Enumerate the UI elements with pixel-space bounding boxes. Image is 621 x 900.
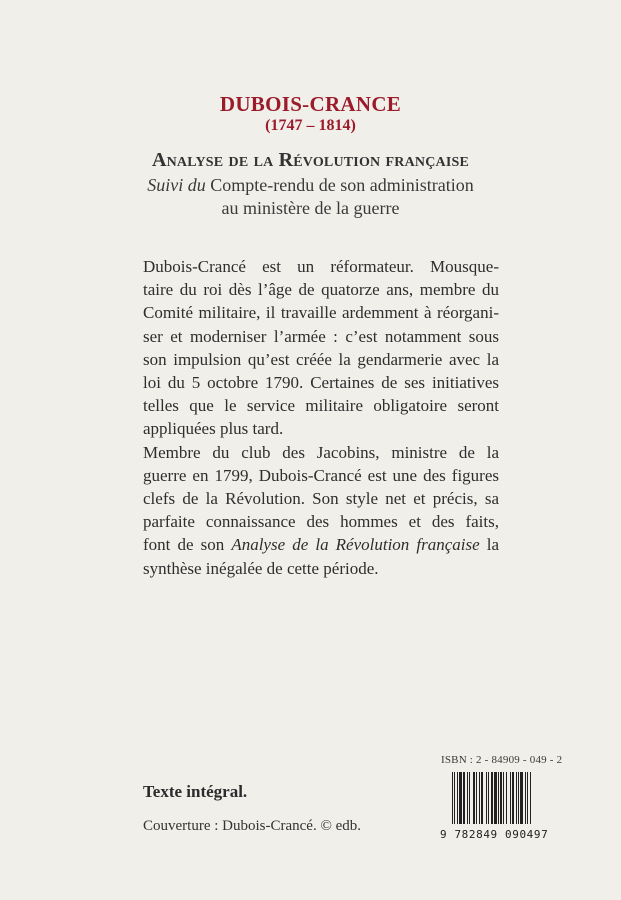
blurb-line: Comité militaire, il travaille ardemment à réorgani- <box>143 303 499 323</box>
subtitle-lead: Suivi du <box>147 175 206 195</box>
blurb-line: parfaite connaissance des hommes et des faits, <box>143 512 499 532</box>
blurb-line: clefs de la Révolution. Son style net et précis, sa <box>143 489 499 509</box>
blurb-line: loi du 5 octobre 1790. Certaines de ses initiatives <box>143 373 499 393</box>
blurb-line: telles que le service militaire obligatoire seront <box>143 396 499 416</box>
cover-credit: Couverture : Dubois-Crancé. © edb. <box>143 818 362 834</box>
author-name: DUBOIS-CRANCE <box>219 92 402 116</box>
barcode-gap <box>531 772 532 824</box>
subtitle-line-2: au ministère de la guerre <box>221 198 400 218</box>
barcode-digits: 9 782849 090497 <box>440 828 549 841</box>
blurb-line: Membre du club des Jacobins, ministre de la <box>143 442 499 462</box>
isbn: ISBN : 2 - 84909 - 049 - 2 <box>441 754 563 766</box>
blurb-line: synthèse inégalée de cette période. <box>143 558 379 578</box>
blurb-line: ser et moderniser l’armée : c’est notamment sous <box>143 326 499 346</box>
line-pre: font de son <box>143 535 232 555</box>
blurb-line: appliquées plus tard. <box>143 419 284 439</box>
blurb <box>143 255 499 580</box>
inline-book-title: Analyse de la Révolution française <box>231 535 480 555</box>
blurb-paragraph-2 <box>143 441 499 580</box>
barcode-icon <box>452 772 562 828</box>
texte-integral-label: Texte intégral. <box>143 782 248 801</box>
blurb-line-with-title <box>143 533 499 556</box>
blurb-line: guerre en 1799, Dubois-Crancé est une des figures <box>143 465 499 485</box>
blurb-line: son impulsion qu’est créée la gendarmerie avec la <box>143 349 499 369</box>
blurb-line: Dubois-Crancé est un réformateur. Mousque- <box>143 257 499 276</box>
author-dates: (1747 – 1814) <box>265 117 356 134</box>
blurb-paragraph-1 <box>143 255 499 441</box>
subtitle-line-1: Compte-rendu de son administration <box>210 175 474 195</box>
book-subtitle <box>0 174 621 220</box>
line-post: la <box>479 535 500 555</box>
book-title: Analyse de la Révolution française <box>151 149 470 171</box>
blurb-line: taire du roi dès l’âge de quatorze ans, membre du <box>143 280 499 300</box>
